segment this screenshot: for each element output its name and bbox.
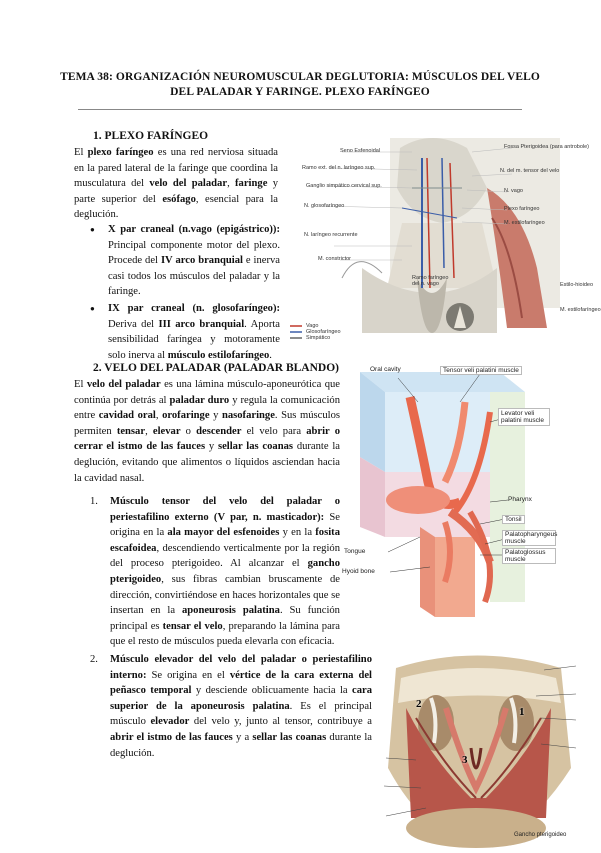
anatomy-illustration: [376, 648, 586, 848]
fig1-label-estilohioideo: Estilo-hioideo: [560, 282, 594, 288]
figure-velo-anatomia: [376, 648, 586, 848]
muscle-1-text: Músculo tensor del velo del paladar o periestafilino externo (V par, n. masticador): Se origina en la ala mayor del esfenoides y en la fosita escafoidea, descendiendo verticalmente por la región del proceso pterigoideo. Al alcanzar el gancho pterigoideo, sus fibras cambian bruscamente de dirección, convirtiéndose en haces horizontales que se insertan en la aponeurosis palatina. Su función principal es tensar el velo, preparando la lámina para que el resto de músculos pueda elevarla con eficacia.: [110, 496, 341, 648]
title-divider: [78, 109, 522, 110]
fig1-label-constrictor: M. constrictor: [318, 256, 352, 262]
fig3-number-1: 1: [519, 706, 525, 718]
fig1-label-estilofaringeo: M. estilofaríngeo: [504, 220, 545, 226]
muscle-2-text: Músculo elevador del velo del paladar o periestafilino interno: Se origina en el vértice de la cara externa del peñasco temporal y desciende oblicuamente hacia la cara superior de la aponeurosis palatina. Es el principal músculo elevador del velo y, junto al tensor, contribuye a abrir el istmo de las fauces y a sellar las coanas durante la deglución.: [110, 654, 372, 759]
title-line-2: DEL PALADAR Y FARINGE. PLEXO FARÍNGEO: [170, 86, 430, 98]
section-2-heading: 2. VELO DEL PALADAR (PALADAR BLANDO): [93, 362, 339, 374]
section-1-heading: 1. PLEXO FARÍNGEO: [93, 130, 209, 142]
fig1-label-ganglio: Ganglio simpático cervical sup.: [306, 183, 382, 189]
fig1-label-glosofaringeo: N. glosofaríngeo: [304, 203, 345, 209]
fig2-label-tongue: Tongue: [344, 548, 366, 555]
fig1-legend-simpatico: Simpático: [306, 335, 331, 341]
fig3-number-3: 3: [462, 754, 468, 766]
fig2-label-tensor: Tensor veli palatini muscle: [440, 366, 522, 375]
section-1-bullets: [88, 222, 280, 364]
muscle-1-number: 1.: [90, 496, 98, 507]
fig2-label-palatoglossus: Palatoglossus muscle: [502, 548, 556, 564]
fig2-label-levator: Levator veli palatini muscle: [498, 408, 550, 426]
fig1-label-plexo: Plexo faríngeo: [504, 206, 540, 212]
section-1-paragraph: El plexo faríngeo es una red nerviosa situada en la pared lateral de la faringe que coordina la musculatura del velo del paladar, faringe y parte superior del esófago, esencial para la deglución.: [74, 147, 279, 221]
fig2-label-hyoid: Hyoid bone: [342, 568, 375, 575]
muscle-2-number: 2.: [90, 654, 98, 665]
fig3-number-2: 2: [416, 698, 422, 710]
bullet-glosofaringeo: ● IX par craneal (n. glosofaríngeo): Deriva del III arco branquial. Aporta sensibilidad faríngea y motoramente solo inerva al músculo estilofaríngeo.: [88, 301, 280, 363]
fig2-label-pharynx: Pharynx: [508, 496, 532, 503]
fig1-legend-glosofaringeo: Glosofaríngeo: [306, 329, 341, 335]
fig2-label-palatopharyngeus: Palatopharyngeus muscle: [502, 530, 556, 546]
fig1-label-n-vago: N. vago: [504, 188, 523, 194]
fig1-label-ramo-ext: Ramo ext. del n. laríngeo sup.: [302, 165, 376, 171]
fig1-label-recurrente: N. laríngeo recurrente: [304, 232, 358, 238]
fig1-label-m-estilofaringeo: M. estilofaríngeo: [560, 307, 601, 313]
fig1-label-tensor: N. del m. tensor del velo: [500, 168, 560, 174]
fig1-label-ramo-faringeo: Ramo faríngeo del n. vago: [412, 275, 449, 287]
fig3-caption-gancho: Gancho pterigoideo: [514, 832, 567, 838]
fig1-label-seno: Seno Esfenoidal: [340, 148, 381, 154]
figure-velo-paladar: [340, 362, 558, 632]
section-2-paragraph: El velo del paladar es una lámina músculo-aponeurótica que continúa por detrás al paladar duro y regula la comunicación entre cavidad oral, orofaringe y nasofaringe. Sus músculos permiten tensar, elevar o descender el velo para abrir o cerrar el istmo de las fauces y sellar las coanas durante la deglución, evitando que alimentos o líquidos asciendan hacia la cavidad nasal.: [74, 379, 341, 484]
fig1-legend-vago: Vago: [306, 323, 319, 329]
fig2-label-oral-cavity: Oral cavity: [370, 366, 401, 373]
fig1-label-fossa: Fossa Pterigoidea (para antrobole): [504, 144, 589, 150]
fig2-label-tonsil: Tonsil: [502, 515, 525, 524]
bullet-vago: ● X par craneal (n.vago (epigástrico)): Principal componente motor del plexo. Procede del IV arco branquial e inerva casi todos los músculos del paladar y la faringe.: [88, 222, 280, 300]
document-title: [60, 70, 540, 100]
title-line-1: TEMA 38: ORGANIZACIÓN NEUROMUSCULAR DEGLUTORIA: MÚSCULOS DEL VELO: [60, 71, 540, 83]
